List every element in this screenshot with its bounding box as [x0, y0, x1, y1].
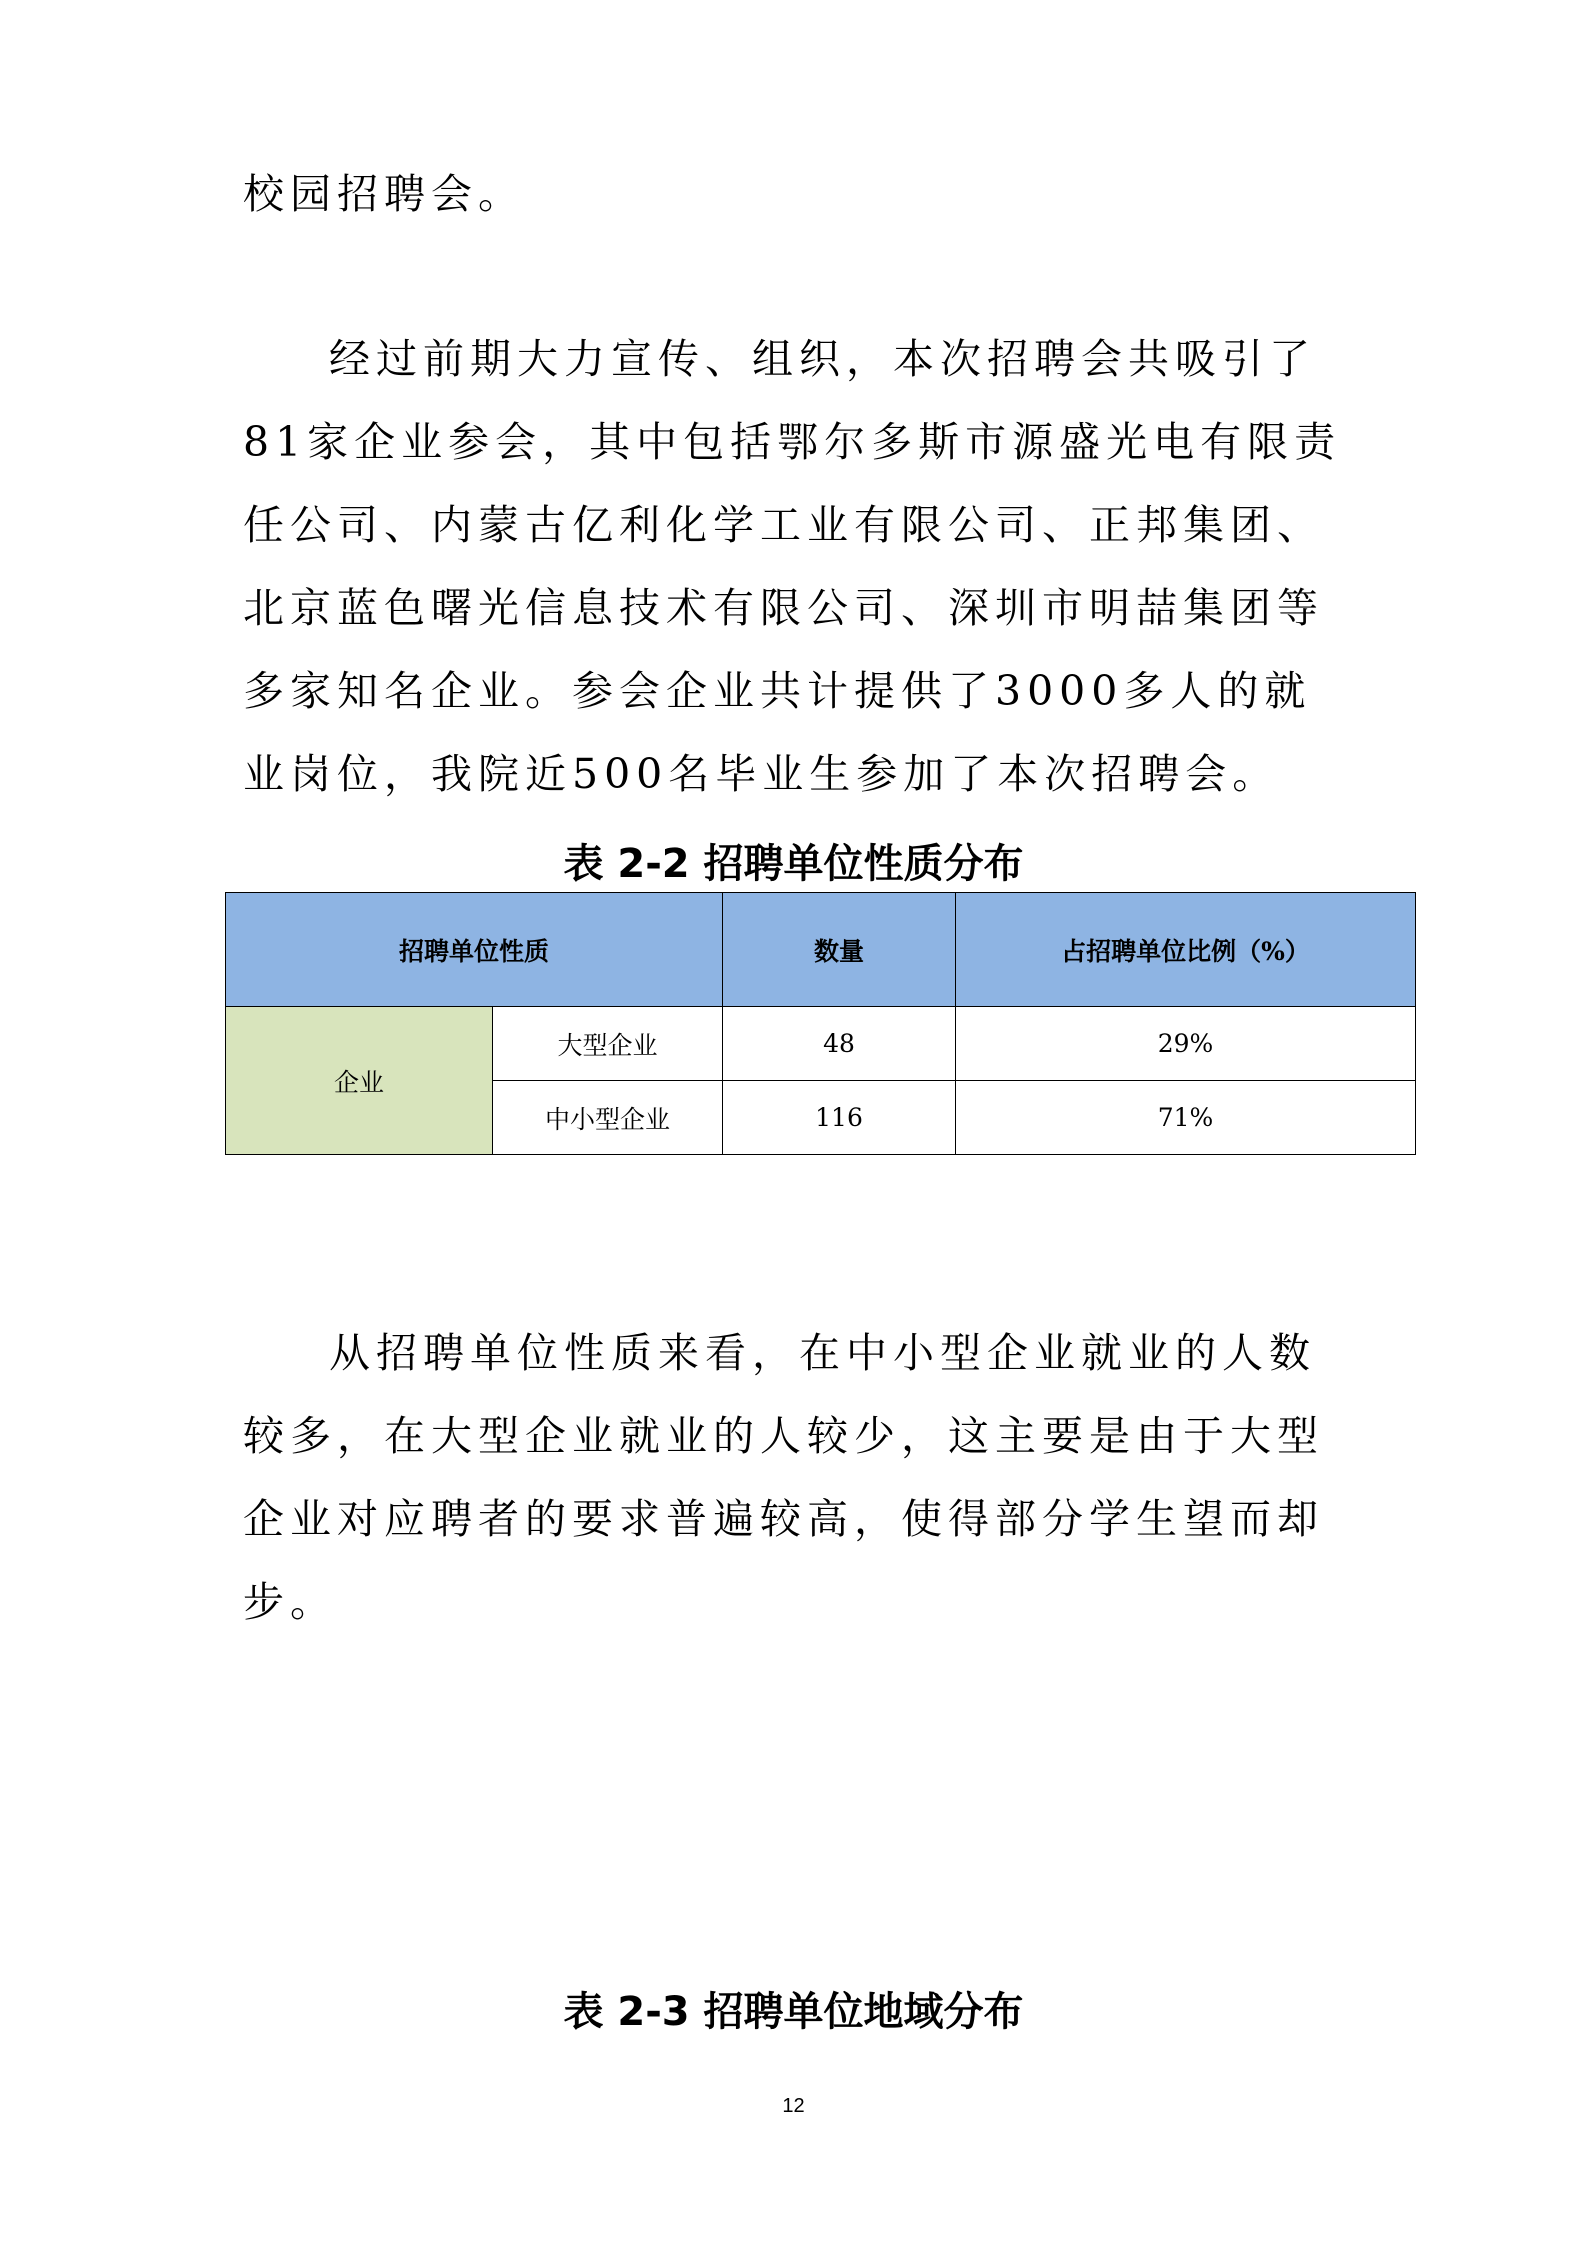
table-caption-2-3: 表 2-3 招聘单位地域分布 — [563, 1989, 1024, 2035]
table-row — [226, 1007, 1416, 1081]
header-employer-nature: 招聘单位性质 — [226, 893, 723, 1007]
table-caption-2-2: 表 2-2 招聘单位性质分布 — [563, 841, 1024, 887]
table-employer-nature — [225, 892, 1416, 1155]
table-header-row — [226, 893, 1416, 1007]
cell-type: 中小型企业 — [493, 1081, 723, 1155]
paragraph-continuation: 校园招聘会。 — [243, 170, 525, 218]
page-number: 12 — [782, 2095, 805, 2117]
paragraph-job-fair: 经过前期大力宣传、组织，本次招聘会共吸引了81家企业参会，其中包括鄂尔多斯市源盛光电有限责任公司、内蒙古亿利化学工业有限公司、正邦集团、北京蓝色曙光信息技术有限公司、深圳市明喆集团等多家知名企业。参会企业共计提供了3000多人的就业岗位，我院近500名毕业生参加了本次招聘会。 — [243, 335, 1342, 798]
cell-count: 116 — [723, 1081, 956, 1155]
cell-ratio: 71% — [956, 1081, 1416, 1155]
header-ratio: 占招聘单位比例（%） — [956, 893, 1416, 1007]
cell-type: 大型企业 — [493, 1007, 723, 1081]
header-count: 数量 — [723, 893, 956, 1007]
group-cell-enterprise: 企业 — [226, 1007, 493, 1155]
paragraph-analysis: 从招聘单位性质来看，在中小型企业就业的人数较多，在大型企业就业的人较少，这主要是由于大型企业对应聘者的要求普遍较高，使得部分学生望而却步。 — [243, 1329, 1324, 1626]
cell-ratio: 29% — [956, 1007, 1416, 1081]
cell-count: 48 — [723, 1007, 956, 1081]
